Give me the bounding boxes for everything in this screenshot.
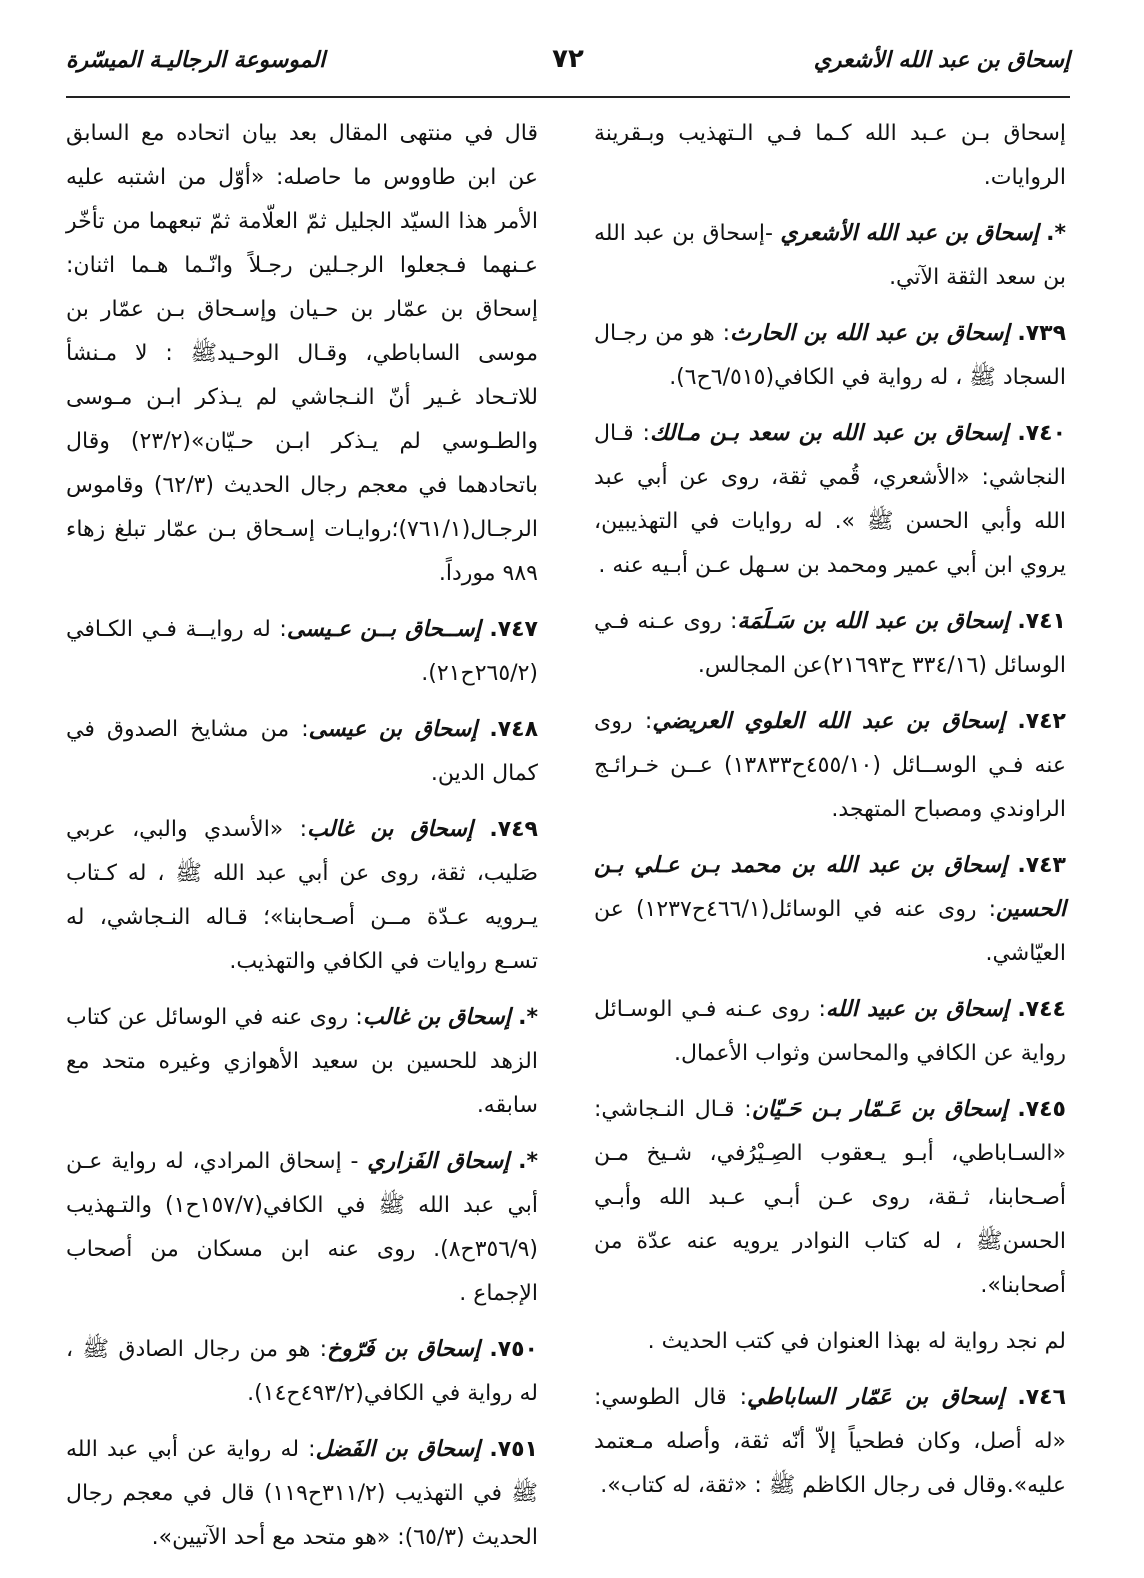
page-header bbox=[66, 44, 1070, 92]
header-rule bbox=[66, 96, 1070, 98]
entry-number: *. bbox=[1046, 221, 1066, 246]
entry bbox=[594, 1376, 1066, 1508]
right-column bbox=[594, 112, 1066, 1520]
narrator-name: إسحاق بن فَرّوخ bbox=[327, 1337, 480, 1362]
entry bbox=[66, 112, 538, 596]
entry-number: ٧٤٧. bbox=[489, 617, 538, 642]
entry bbox=[594, 1088, 1066, 1308]
entry-text: : هو من رجـال السجاد ﷺ ، له رواية في الكافي(٦/٥١٥ح٦). bbox=[594, 321, 1066, 390]
narrator-name: إسحاق بن عيسى bbox=[308, 717, 478, 742]
entry-number: ٧٤٩. bbox=[489, 817, 538, 842]
entry-text: : روى عنه في الوسائل عن كتاب الزهد للحسين بن سعيد الأهوازي وغيره متحد مع سابقه. bbox=[66, 1005, 538, 1118]
narrator-name: إسحاق بن الفَضل bbox=[315, 1437, 481, 1462]
entry bbox=[66, 708, 538, 796]
entry bbox=[66, 608, 538, 696]
entry-number: ٧٤١. bbox=[1017, 609, 1066, 634]
entry-text: -إسحاق بن عبد الله بن سعد الثقة الآتي. bbox=[594, 221, 1066, 290]
entry-number: *. bbox=[518, 1005, 538, 1030]
entry-text: قال في منتهى المقال بعد بيان اتحاده مع السابق عن ابن طاووس ما حاصله: «أوّل من اشتبه عليه الأمر هذا السيّد الجليل ثمّ العلّامة ثمّ تبعهما من تأخّر عـنهما فـجعلوا الرجـلين رجـلاً وانّـما هـما اثنان: إسحاق بن عمّار بن حـيان وإسـحاق بـن عمّار بن موسى الساباطي، وقـال الوحـيدﷺ : لا مـنشأ للاتـحاد غـير أنّ النـجاشي لم يـذكر ابـن مـوسى والطـوسي لم يـذكر ابـن حـيّان»(٢٣/٢) وقال باتحادهما في معجم رجال الحديث (٦٢/٣) وقاموس الرجـال(٧٦١/١)؛روايـات إسـحاق بـن عمّار تبلغ زهاء ٩٨٩ مورداً. bbox=[66, 121, 538, 586]
entry-number: ٧٤٦. bbox=[1017, 1385, 1067, 1410]
entry-number: ٧٤٨. bbox=[489, 717, 539, 742]
entry-text: : قـال النـجاشي: «السـاباطي، أبـو يـعقوب الصِـيْرُفي، شـيخ مـن أصـحابنا، ثـقة، روى عـن أبـي عـبد الله وأبـي الحسنﷺ ، له كتاب النوادر يرويه عنه عدّة من أصحابنا». bbox=[594, 1097, 1066, 1298]
entry-number: ٧٤٢. bbox=[1017, 709, 1066, 734]
entry-text: - إسحاق المرادي، له رواية عـن أبي عبد الله ﷺ في الكافي(١٥٧/٧ح١) والتـهذيب (٣٥٦/٩ح٨). روى عنه ابن مسكان من أصحاب الإجماع . bbox=[66, 1149, 539, 1306]
entry bbox=[594, 600, 1066, 688]
narrator-name: إسحاق بن عَـمّار بـن حَـيّان bbox=[751, 1097, 1008, 1122]
entry bbox=[66, 808, 538, 984]
narrator-name: إسحاق الفَزاري bbox=[367, 1149, 510, 1174]
entry-number: ٧٥١. bbox=[489, 1437, 538, 1462]
entry-text: إسحاق بـن عـبد الله كـما فـي الـتهذيب وبـقرينة الروايات. bbox=[594, 121, 1066, 190]
entry-text: : هو من رجال الصادق ﷺ ، له رواية في الكافي(٤٩٣/٢ح١٤). bbox=[66, 1337, 538, 1406]
entry-number: *. bbox=[518, 1149, 538, 1174]
narrator-name: إسحاق بن عبد الله الأشعري bbox=[780, 221, 1039, 246]
narrator-name: إسحاق بن غالب bbox=[307, 817, 473, 842]
entry bbox=[594, 700, 1066, 832]
narrator-name: إسحاق بن عبد الله بن سَـلَمَة bbox=[737, 609, 1010, 634]
entry-number: ٧٤٠. bbox=[1017, 421, 1067, 446]
running-title-right: إسحاق بن عبد الله الأشعري bbox=[813, 48, 1070, 73]
entry-text: : قـال النجاشي: «الأشعري، قُمي ثقة، روى عن أبي عبد الله وأبي الحسن ﷺ ». له روايات في التهذيبين، يروي ابن أبي عمير ومحمد بن سـهل عـن أبـيه عنه . bbox=[594, 421, 1066, 578]
entry-text: : روى عـنه فـي الوسـائل رواية عن الكافي والمحاسن وثواب الأعمال. bbox=[594, 997, 1066, 1066]
entry bbox=[66, 1328, 538, 1416]
narrator-name: إسحاق بن عبيد الله bbox=[825, 997, 1009, 1022]
entry bbox=[594, 1320, 1066, 1364]
entry bbox=[594, 212, 1066, 300]
running-title-left: الموسوعة الرجاليـة الميسّرة bbox=[66, 48, 326, 73]
entry-text: : روى عـنه فـي الوسائل (٣٣٤/١٦ ح٢١٦٩٣)عن المجالس. bbox=[594, 609, 1066, 678]
entry bbox=[594, 844, 1066, 976]
entry bbox=[594, 112, 1066, 200]
entry-text: : له روايــة فـي الكـافي (٢٦٥/٢ح٢١). bbox=[66, 617, 538, 686]
entry-text: : روى عنه فـي الوســائل (٤٥٥/١٠ح١٣٨٣٣) عــن خـرائـج الراوندي ومصباح المتهجد. bbox=[594, 709, 1066, 822]
narrator-name: إسحاق بن غالب bbox=[362, 1005, 511, 1030]
entry bbox=[594, 412, 1066, 588]
narrator-name: إسحاق بن عبد الله بن سعد بـن مـالك bbox=[649, 421, 1009, 446]
entry-number: ٧٤٣. bbox=[1017, 853, 1066, 878]
entry bbox=[66, 996, 538, 1128]
entry-text: : «الأسدي والبي، عربي صَليب، ثقة، روى عن أبي عبد الله ﷺ ، له كـتاب يـرويه عـدّة مــن أصـحابنا»؛ قـاله النـجاشي، له تسـع روايات في الكافي والتهذيب. bbox=[66, 817, 538, 974]
narrator-name: إســحاق بــن عـيسى bbox=[286, 617, 481, 642]
narrator-name: إسحاق بن عبد الله بن الحارث bbox=[730, 321, 1010, 346]
left-column bbox=[66, 112, 538, 1572]
entry-number: ٧٤٥. bbox=[1017, 1097, 1066, 1122]
narrator-name: إسحاق بن عَمّار الساباطي bbox=[747, 1385, 1005, 1410]
narrator-name: إسحاق بن عبد الله بن محمد بـن عـلي بـن الحسين bbox=[594, 853, 1067, 922]
entry-number: ٧٥٠. bbox=[489, 1337, 538, 1362]
entry-text: : روى عنه في الوسائل(٤٦٦/١ح١٢٣٧) عن العيّاشي. bbox=[594, 897, 1066, 966]
entry-number: ٧٤٤. bbox=[1017, 997, 1066, 1022]
entry bbox=[66, 1140, 538, 1316]
entry-text: : من مشايخ الصدوق في كمال الدين. bbox=[66, 717, 538, 786]
entry bbox=[594, 312, 1066, 400]
page-number: ٧٢ bbox=[552, 44, 584, 74]
narrator-name: إسحاق بن عبد الله العلوي العريضي bbox=[652, 709, 1005, 734]
entry-text: : قال الطوسي: «له أصل، وكان فطحياً إلاّ أنّه ثقة، وأصله مـعتمد عليه».وقال فى رجال الكاظم ﷺ : «ثقة، له كتاب». bbox=[594, 1385, 1066, 1498]
entry bbox=[594, 988, 1066, 1076]
entry bbox=[66, 1428, 538, 1560]
entry-number: ٧٣٩. bbox=[1017, 321, 1067, 346]
entry-text: : له رواية عن أبي عبد الله ﷺ في التهذيب (٣١١/٢ح١١٩) قال في معجم رجال الحديث (٦٥/٣): «هو متحد مع أحد الآتيين». bbox=[66, 1437, 538, 1550]
entry-text: لم نجد رواية له بهذا العنوان في كتب الحديث . bbox=[647, 1329, 1066, 1354]
